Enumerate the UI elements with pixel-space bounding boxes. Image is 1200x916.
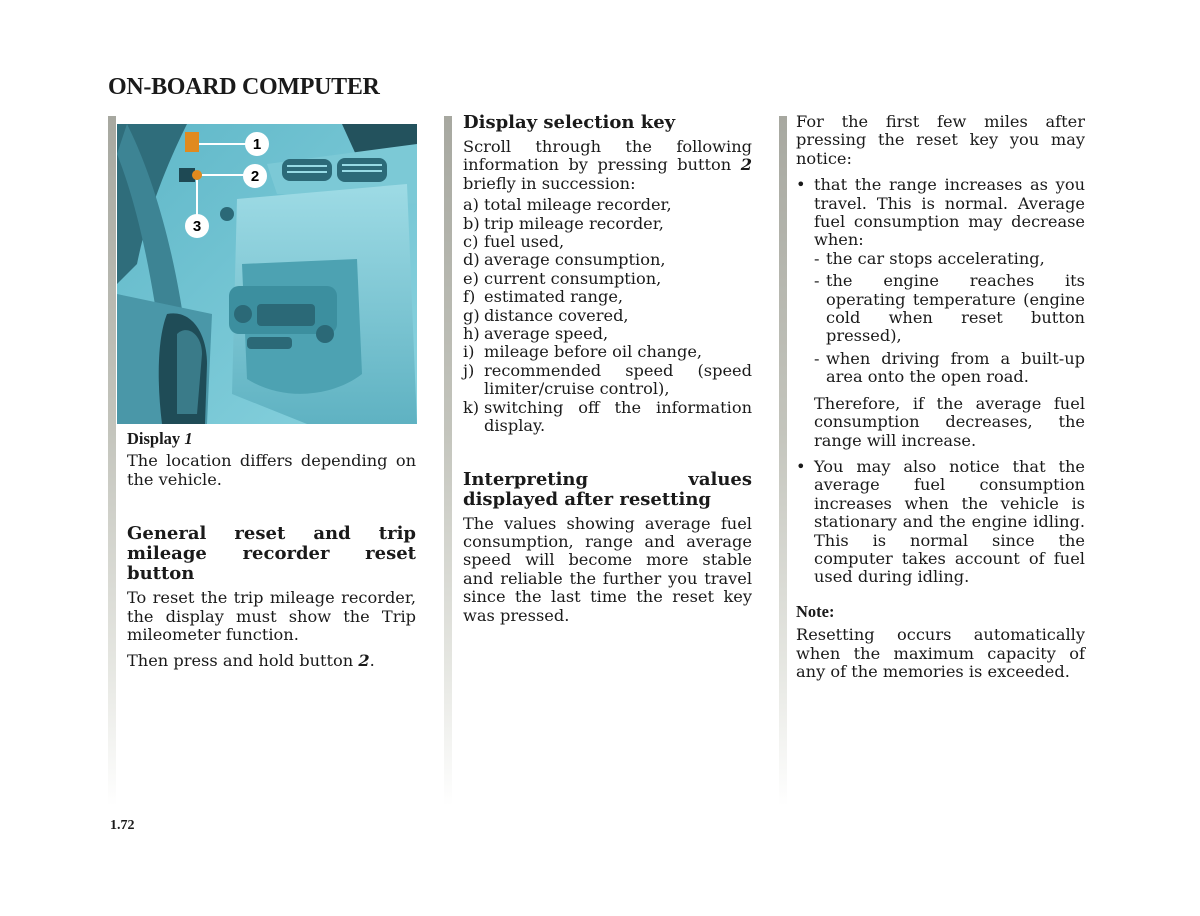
list-item: - when driving from a built-up area onto the open road. [814, 348, 1085, 387]
list-item-letter: f) [463, 287, 476, 307]
column-rule-right [779, 116, 787, 806]
list-item-letter: b) [463, 213, 480, 233]
display-heading [127, 430, 416, 448]
list-item-letter: h) [463, 324, 480, 344]
interpreting-heading: Interpreting values displayed after resetting [463, 468, 752, 510]
condition-text: the car stops accelerating, [826, 248, 1045, 268]
list-item-text: trip mileage recorder, [484, 213, 664, 233]
list-item-text: mileage before oil change, [484, 342, 703, 362]
list-item [796, 458, 1085, 587]
list-item [463, 307, 752, 325]
selection-intro-start: Scroll through the following information by pressing button [463, 137, 752, 175]
list-item [463, 270, 752, 288]
list-item-letter: e) [463, 268, 479, 288]
press-hold-end: . [369, 651, 375, 671]
list-item [463, 288, 752, 306]
right-column [796, 113, 1085, 681]
list-item [463, 215, 752, 233]
selection-intro-number: 2 [740, 155, 752, 175]
display-function-list [463, 196, 752, 435]
display-location-text: The location differs depending on the vehicle. [127, 451, 416, 489]
interpreting-text: The values showing average fuel consumption, range and average speed will become more stable and reliable the further you travel since the last time the reset key was pressed. [463, 513, 752, 625]
list-item-text: switching off the information display. [484, 397, 752, 436]
list-item-text: distance covered, [484, 305, 629, 325]
list-item [463, 251, 752, 269]
list-item: - the engine reaches its operating temperature (engine cold when reset button pressed), [814, 271, 1085, 346]
list-item-letter: g) [463, 305, 480, 325]
list-item [463, 399, 752, 436]
idling-text: You may also notice that the average fuel consumption increases when the vehicle is stationary and the engine idling. This is normal since the computer takes account of fuel used during idling. [814, 456, 1085, 587]
list-item [463, 362, 752, 399]
callout-1-label: 1 [252, 136, 262, 153]
press-hold-number: 2 [358, 651, 370, 671]
list-item-text: recommended speed (speed limiter/cruise control), [484, 360, 752, 399]
left-column [127, 430, 416, 671]
display-heading-text: Display [127, 429, 181, 448]
list-item [463, 325, 752, 343]
list-item-letter: a) [463, 195, 479, 215]
list-item-text: fuel used, [484, 232, 565, 252]
list-item: - the car stops accelerating, [814, 250, 1085, 268]
page-number: 1.72 [110, 818, 135, 833]
list-item-letter: d) [463, 250, 480, 270]
selection-intro-end: briefly in succession: [463, 173, 636, 193]
decrease-conditions-list [814, 250, 1085, 387]
list-item-text: average speed, [484, 324, 609, 344]
callout-2-label: 2 [250, 168, 260, 185]
reset-text: To reset the trip mileage recorder, the display must show the Trip mileometer function. [127, 588, 416, 645]
selection-intro [463, 138, 752, 193]
middle-column [463, 113, 752, 625]
list-item-text: average consumption, [484, 250, 666, 270]
list-item [796, 176, 1085, 450]
condition-text: the engine reaches its operating temperature (engine cold when reset button pressed), [826, 271, 1085, 346]
list-item-letter: c) [463, 232, 479, 252]
press-hold-label: Then press and hold button [127, 651, 354, 671]
page-title: ON-BOARD COMPUTER [108, 74, 380, 100]
column-rule-left [108, 116, 116, 806]
bullet-marker: • [796, 456, 806, 476]
press-hold-text [127, 652, 416, 670]
list-item [463, 196, 752, 214]
condition-text: when driving from a built-up area onto the open road. [826, 348, 1085, 387]
list-item-letter: j) [463, 360, 475, 380]
callout-3-label: 3 [192, 218, 202, 235]
list-item [463, 343, 752, 361]
column-rule-middle [444, 116, 452, 806]
range-increase-text: that the range increases as you travel. This is normal. Average fuel consumption may decrease when: [814, 175, 1085, 250]
selection-key-heading: Display selection key [463, 112, 676, 133]
reset-heading: General reset and trip mileage recorder reset button [127, 523, 416, 585]
display-heading-number: 1 [184, 429, 193, 448]
bullet-marker: • [796, 175, 806, 195]
dashboard-photo [117, 124, 417, 424]
list-item-text: estimated range, [484, 287, 624, 307]
therefore-text: Therefore, if the average fuel consumption decreases, the range will increase. [814, 393, 1085, 450]
list-item-text: total mileage recorder, [484, 195, 672, 215]
note-heading: Note: [796, 601, 835, 621]
notice-list [796, 176, 1085, 587]
after-reset-intro: For the first few miles after pressing the reset key you may notice: [796, 112, 1085, 168]
list-item-text: current consumption, [484, 268, 662, 288]
list-item-letter: k) [463, 397, 480, 417]
list-item-letter: i) [463, 342, 475, 362]
list-item [463, 233, 752, 251]
note-text: Resetting occurs automatically when the maximum capacity of any of the memories is exceeded. [796, 625, 1085, 681]
